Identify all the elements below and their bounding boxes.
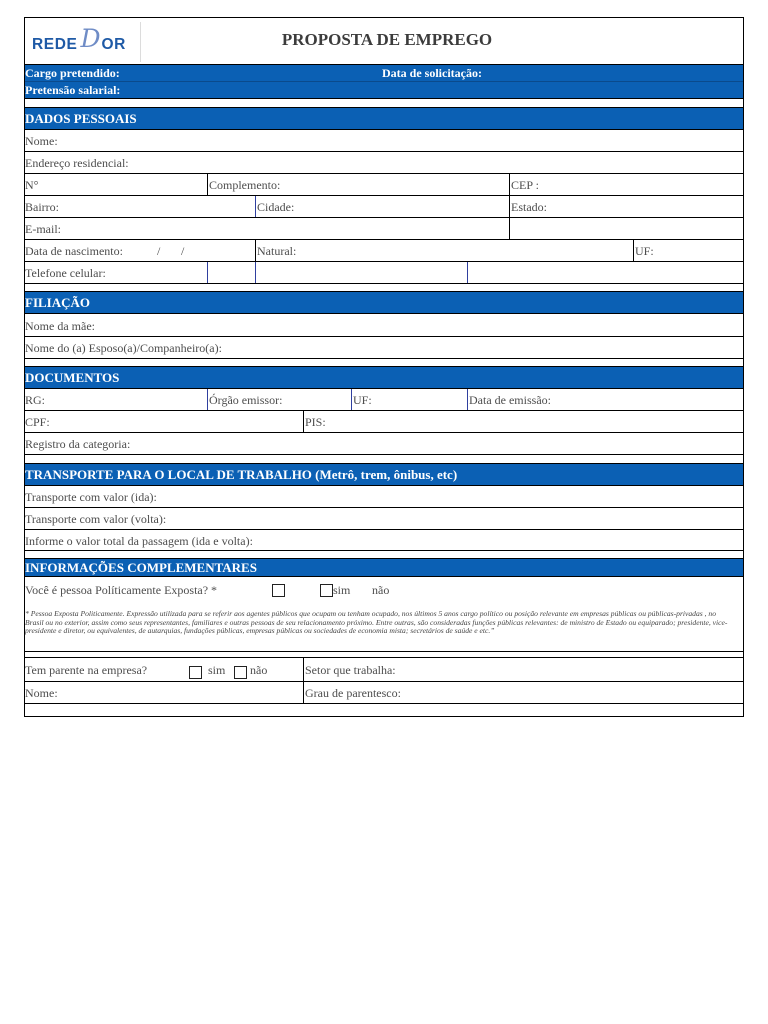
section-heading-dados-pessoais: DADOS PESSOAIS [25, 108, 743, 130]
parente-sim-checkbox[interactable] [189, 666, 202, 679]
mae-label: Nome da mãe: [25, 318, 95, 333]
column-divider [255, 262, 256, 283]
parente-nome-label: Nome: [25, 686, 58, 700]
transporte-ida-label: Transporte com valor (ida): [25, 490, 157, 504]
bairro-label: Bairro: [25, 200, 59, 214]
uf-label: UF: [633, 240, 654, 261]
complemento-label: Complemento: [207, 174, 280, 195]
spacer-row [25, 551, 743, 559]
column-divider [509, 218, 510, 239]
pretensao-bar [25, 82, 743, 99]
grau-parentesco-label: Grau de parentesco: [303, 682, 401, 703]
date-separator: / [181, 244, 185, 258]
spacer-row [25, 704, 743, 716]
parente-question-label: Tem parente na empresa? [25, 663, 148, 677]
spacer-row [25, 359, 743, 367]
conjuge-label: Nome do (a) Esposo(a)/Companheiro(a): [25, 341, 222, 355]
field-row-transporte-volta [25, 508, 743, 530]
logo-word-rede: REDE [32, 36, 78, 53]
field-row-email [25, 218, 743, 240]
field-row-bairro [25, 196, 743, 218]
pep-nao-label: não [372, 582, 390, 597]
nome-label: Nome: [25, 134, 58, 148]
pep-sim-checkbox[interactable] [320, 584, 333, 597]
spacer-row [25, 284, 743, 292]
field-row-nascimento [25, 240, 743, 262]
field-row-parente-nome [25, 682, 743, 704]
nascimento-label: Data de nascimento: [25, 244, 123, 258]
telefone-label: Telefone celular: [25, 266, 106, 280]
section-heading-filiacao: FILIAÇÃO [25, 292, 743, 314]
section-heading-documentos: DOCUMENTOS [25, 367, 743, 389]
cargo-bar [25, 65, 743, 82]
field-row-telefone [25, 262, 743, 284]
estado-label: Estado: [509, 196, 547, 217]
page-title: PROPOSTA DE EMPREGO [281, 30, 493, 49]
cpf-label: CPF: [25, 415, 50, 429]
rede-dor-logo [32, 24, 126, 55]
field-row-mae [25, 314, 743, 337]
data-emissao-label: Data de emissão: [467, 389, 551, 410]
pretensao-label: Pretensão salarial: [25, 82, 121, 97]
transporte-volta-label: Transporte com valor (volta): [25, 512, 167, 526]
pep-checkbox[interactable] [272, 584, 285, 597]
field-row-pep [25, 577, 743, 601]
parente-nao-checkbox[interactable] [234, 666, 247, 679]
transporte-total-label: Informe o valor total da passagem (ida e volta): [25, 533, 253, 548]
pep-footnote: * Pessoa Exposta Politicamente. Expressão utilizada para se referir aos agentes públicos que ocupam ou tenham ocupado, nos últimos 5 anos cargo político ou posição relevante em empresas públicas ou públicas-privadas , no Brasil ou no exterior, assim como seus representantes, familiares e outras pessoas de seu relacionamento próximo. Entre outras, são consideradas funções públicas relevantes: de ministro de Estado ou equiparado; presidente, vice-presidente e diretor, ou equivalentes, de autarquias, fundações públicas, empresas públicas ou sociedades de economia mista; secretários de saúde e etc.” [25, 609, 728, 636]
cidade-label: Cidade: [255, 196, 294, 217]
parente-nao-label: não [250, 663, 268, 677]
field-row-parente [25, 658, 743, 682]
logo-divider [140, 22, 141, 62]
field-row-cpf [25, 411, 743, 433]
field-row-nome [25, 130, 743, 152]
pep-sim-label: sim [333, 582, 351, 597]
date-separator: / [157, 244, 161, 258]
column-divider [467, 262, 468, 283]
section-heading-complementares: INFORMAÇÕES COMPLEMENTARES [25, 559, 743, 577]
pis-label: PIS: [303, 411, 326, 432]
field-row-registro [25, 433, 743, 455]
logo-word-or: OR [101, 36, 126, 53]
natural-label: Natural: [255, 240, 296, 261]
pep-footnote-row [25, 601, 743, 652]
endereco-label: Endereço residencial: [25, 156, 129, 170]
pep-question-label: Você é pessoa Políticamente Exposta? * [25, 582, 218, 597]
parente-sim-label: sim [208, 663, 226, 677]
registro-label: Registro da categoria: [25, 437, 131, 451]
form-header [25, 18, 743, 65]
cargo-label: Cargo pretendido: [25, 65, 120, 80]
field-row-transporte-total [25, 530, 743, 551]
field-row-numero [25, 174, 743, 196]
spacer-row [25, 99, 743, 108]
numero-label: N° [25, 178, 39, 192]
field-row-endereco [25, 152, 743, 174]
field-row-rg [25, 389, 743, 411]
job-application-form [24, 17, 744, 717]
logo-script-d: D [80, 24, 101, 53]
spacer-row [25, 455, 743, 464]
setor-label: Setor que trabalha: [303, 658, 396, 681]
data-solicitacao-label: Data de solicitação: [382, 65, 482, 80]
section-heading-transporte: TRANSPORTE PARA O LOCAL DE TRABALHO (Metrô, trem, ônibus, etc) [25, 464, 743, 486]
orgao-emissor-label: Órgão emissor: [207, 389, 282, 410]
doc-uf-label: UF: [351, 389, 372, 410]
rg-label: RG: [25, 393, 46, 407]
cep-label: CEP : [509, 174, 539, 195]
field-row-transporte-ida [25, 486, 743, 508]
email-label: E-mail: [25, 222, 61, 236]
field-row-conjuge [25, 337, 743, 359]
column-divider [207, 262, 208, 283]
